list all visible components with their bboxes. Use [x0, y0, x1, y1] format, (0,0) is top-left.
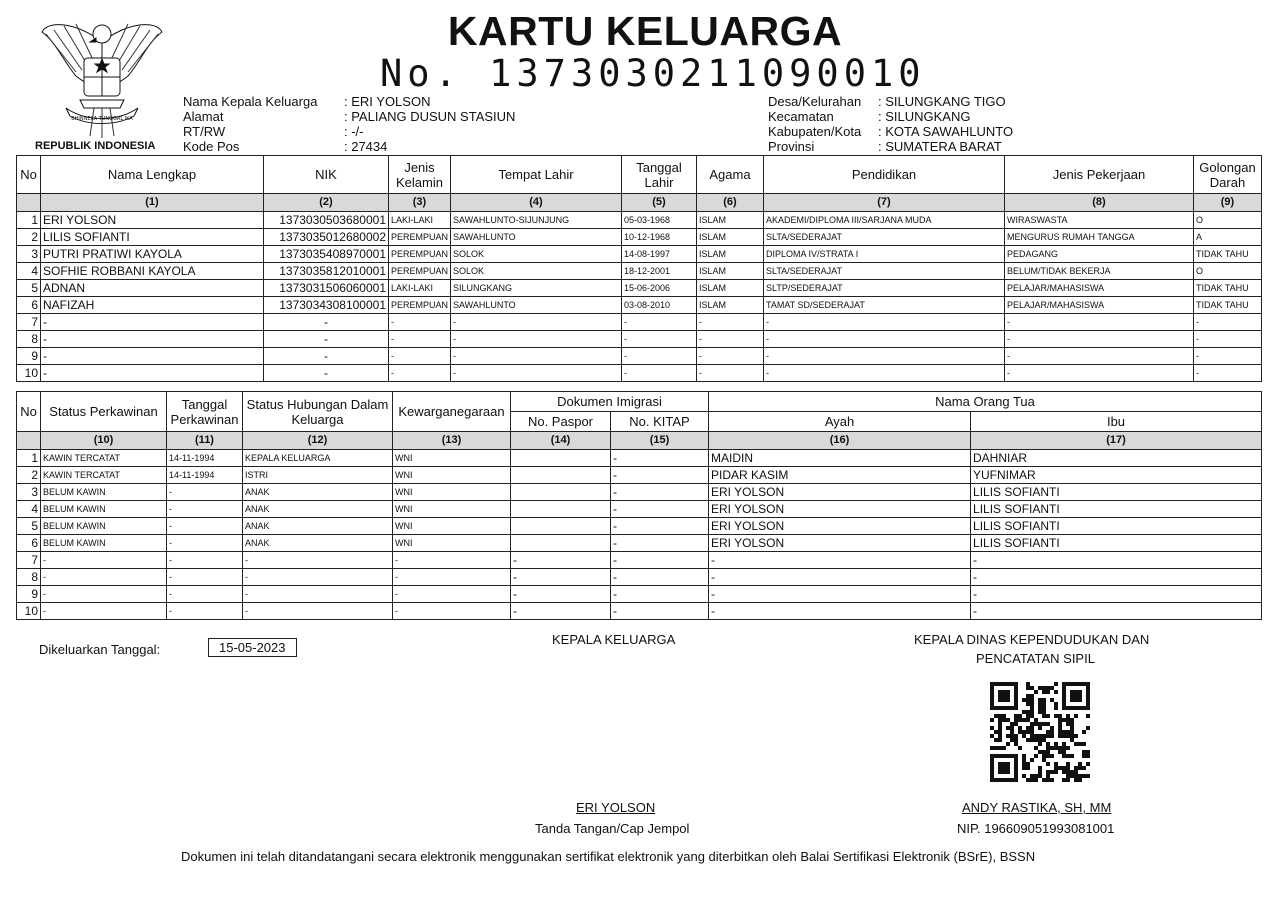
cell-pekerjaan: -: [1005, 365, 1194, 382]
cell-nik: -: [264, 365, 389, 382]
col-number: (5): [622, 194, 697, 212]
cell-nama: -: [41, 348, 264, 365]
cell-pekerjaan: PELAJAR/MAHASISWA: [1005, 280, 1194, 297]
cell-nama: LILIS SOFIANTI: [41, 229, 264, 246]
cell-tanggal-lahir: 05-03-1968: [622, 212, 697, 229]
col-header-no: No: [17, 392, 41, 432]
cell-tempat-lahir: -: [451, 314, 622, 331]
emblem-motto: BHINNEKA TUNGGAL IKA: [71, 116, 133, 122]
cell-row-no: 3: [17, 484, 41, 501]
cell-pekerjaan: MENGURUS RUMAH TANGGA: [1005, 229, 1194, 246]
cell-kitap: -: [611, 518, 709, 535]
cell-tanggal-kawin: -: [167, 501, 243, 518]
cell-pendidikan: -: [764, 365, 1005, 382]
value-kodepos: : 27434: [344, 139, 388, 154]
label-kodepos: Kode Pos: [183, 139, 240, 154]
cell-nama: NAFIZAH: [41, 297, 264, 314]
label-rtrw: RT/RW: [183, 124, 226, 139]
cell-nik: 1373035408970001: [264, 246, 389, 263]
col-number: (13): [393, 432, 511, 450]
cell-status-kawin: KAWIN TERCATAT: [41, 467, 167, 484]
cell-tanggal-kawin: 14-11-1994: [167, 467, 243, 484]
cell-agama: -: [697, 365, 764, 382]
cell-pekerjaan: -: [1005, 348, 1194, 365]
cell-nama: -: [41, 331, 264, 348]
cell-nama: SOFHIE ROBBANI KAYOLA: [41, 263, 264, 280]
cell-ibu: -: [971, 603, 1262, 620]
cell-tanggal-lahir: -: [622, 314, 697, 331]
cell-hubungan: -: [243, 586, 393, 603]
cell-tanggal-kawin: -: [167, 603, 243, 620]
family-status-table: [16, 391, 1262, 620]
header-right-labels: [768, 94, 861, 154]
col-header-jenis-kelamin: Jenis Kelamin: [389, 156, 451, 194]
label-kepala: Nama Kepala Keluarga: [183, 94, 318, 109]
cell-hubungan: ANAK: [243, 501, 393, 518]
label-kecamatan: Kecamatan: [768, 109, 834, 124]
cell-status-kawin: BELUM KAWIN: [41, 501, 167, 518]
cell-nik: -: [264, 331, 389, 348]
cell-pendidikan: -: [764, 331, 1005, 348]
cell-kitap: -: [611, 535, 709, 552]
cell-pendidikan: TAMAT SD/SEDERAJAT: [764, 297, 1005, 314]
cell-jenis-kelamin: PEREMPUAN: [389, 246, 451, 263]
col-number: (16): [709, 432, 971, 450]
office-title-line2: PENCATATAN SIPIL: [976, 651, 1095, 666]
cell-row-no: 2: [17, 229, 41, 246]
cell-golongan-darah: A: [1194, 229, 1262, 246]
col-number: (8): [1005, 194, 1194, 212]
cell-row-no: 9: [17, 586, 41, 603]
cell-row-no: 10: [17, 603, 41, 620]
col-header-ibu: Ibu: [971, 412, 1262, 432]
col-header-kitap: No. KITAP: [611, 412, 709, 432]
cell-ayah: -: [709, 569, 971, 586]
cell-row-no: 3: [17, 246, 41, 263]
col-header-kewarganegaraan: Kewarganegaraan: [393, 392, 511, 432]
cell-hubungan: ANAK: [243, 535, 393, 552]
cell-agama: -: [697, 331, 764, 348]
label-kabupaten: Kabupaten/Kota: [768, 124, 862, 139]
cell-ayah: -: [709, 552, 971, 569]
col-number: (15): [611, 432, 709, 450]
cell-jenis-kelamin: -: [389, 314, 451, 331]
cell-ayah: ERI YOLSON: [709, 518, 971, 535]
document-title: KARTU KELUARGA: [447, 8, 843, 54]
cell-tempat-lahir: SAWAHLUNTO: [451, 297, 622, 314]
cell-pekerjaan: -: [1005, 331, 1194, 348]
cell-nik: 1373031506060001: [264, 280, 389, 297]
cell-row-no: 1: [17, 450, 41, 467]
cell-hubungan: ANAK: [243, 518, 393, 535]
cell-ibu: -: [971, 586, 1262, 603]
col-header-hubungan: Status Hubungan Dalam Keluarga: [243, 392, 393, 432]
cell-tanggal-lahir: -: [622, 365, 697, 382]
cell-nik: 1373034308100001: [264, 297, 389, 314]
col-header-no: No: [17, 156, 41, 194]
cell-nama: PUTRI PRATIWI KAYOLA: [41, 246, 264, 263]
cell-row-no: 8: [17, 331, 41, 348]
cell-ibu: DAHNIAR: [971, 450, 1262, 467]
value-provinsi: : SUMATERA BARAT: [878, 139, 1002, 154]
cell-tanggal-lahir: -: [622, 348, 697, 365]
cell-jenis-kelamin: -: [389, 331, 451, 348]
cell-jenis-kelamin: -: [389, 365, 451, 382]
cell-tanggal-kawin: 14-11-1994: [167, 450, 243, 467]
cell-status-kawin: KAWIN TERCATAT: [41, 450, 167, 467]
cell-status-kawin: -: [41, 586, 167, 603]
cell-golongan-darah: O: [1194, 263, 1262, 280]
cell-paspor: [511, 450, 611, 467]
cell-row-no: 2: [17, 467, 41, 484]
cell-agama: ISLAM: [697, 246, 764, 263]
cell-ayah: MAIDIN: [709, 450, 971, 467]
cell-pendidikan: SLTP/SEDERAJAT: [764, 280, 1005, 297]
cell-kewarganegaraan: WNI: [393, 467, 511, 484]
table-row: [17, 603, 1262, 620]
col-header-pendidikan: Pendidikan: [764, 156, 1005, 194]
cell-ibu: LILIS SOFIANTI: [971, 518, 1262, 535]
cell-ibu: YUFNIMAR: [971, 467, 1262, 484]
cell-kitap: -: [611, 603, 709, 620]
value-kepala: : ERI YOLSON: [344, 94, 431, 109]
cell-jenis-kelamin: PEREMPUAN: [389, 229, 451, 246]
value-rtrw: : -/-: [344, 124, 364, 139]
document-number: No. 1373030211090010: [380, 52, 926, 95]
label-desa: Desa/Kelurahan: [768, 94, 862, 109]
electronic-signature-disclaimer: Dokumen ini telah ditandatangani secara elektronik menggunakan sertifikat elektronik yang diterbitkan oleh Balai Sertifikasi Elektronik (BSrE), BSSN: [181, 849, 1036, 864]
cell-paspor: -: [511, 603, 611, 620]
cell-kitap: -: [611, 586, 709, 603]
cell-kewarganegaraan: -: [393, 586, 511, 603]
table-row: [17, 569, 1262, 586]
cell-paspor: [511, 467, 611, 484]
cell-row-no: 7: [17, 552, 41, 569]
cell-nama: ADNAN: [41, 280, 264, 297]
cell-paspor: -: [511, 552, 611, 569]
table-row: [17, 365, 1262, 382]
cell-ibu: LILIS SOFIANTI: [971, 484, 1262, 501]
label-alamat: Alamat: [183, 109, 224, 124]
cell-nik: 1373035812010001: [264, 263, 389, 280]
cell-pendidikan: AKADEMI/DIPLOMA III/SARJANA MUDA: [764, 212, 1005, 229]
cell-paspor: [511, 484, 611, 501]
table-row: [17, 263, 1262, 280]
cell-jenis-kelamin: PEREMPUAN: [389, 297, 451, 314]
col-header-pekerjaan: Jenis Pekerjaan: [1005, 156, 1194, 194]
cell-jenis-kelamin: LAKI-LAKI: [389, 280, 451, 297]
cell-kitap: -: [611, 501, 709, 518]
table-row: [17, 348, 1262, 365]
cell-agama: -: [697, 348, 764, 365]
cell-status-kawin: -: [41, 552, 167, 569]
cell-golongan-darah: TIDAK TAHU: [1194, 246, 1262, 263]
cell-pekerjaan: BELUM/TIDAK BEKERJA: [1005, 263, 1194, 280]
col-number: (7): [764, 194, 1005, 212]
cell-pekerjaan: -: [1005, 314, 1194, 331]
cell-tanggal-kawin: -: [167, 552, 243, 569]
cell-agama: -: [697, 314, 764, 331]
table-row: [17, 229, 1262, 246]
cell-ayah: -: [709, 603, 971, 620]
cell-row-no: 7: [17, 314, 41, 331]
cell-tanggal-kawin: -: [167, 518, 243, 535]
cell-kitap: -: [611, 467, 709, 484]
cell-status-kawin: -: [41, 569, 167, 586]
cell-jenis-kelamin: -: [389, 348, 451, 365]
cell-hubungan: -: [243, 569, 393, 586]
official-nip: NIP. 196609051993081001: [957, 821, 1115, 836]
cell-hubungan: -: [243, 603, 393, 620]
cell-ayah: -: [709, 586, 971, 603]
cell-tempat-lahir: SOLOK: [451, 246, 622, 263]
table-row: [17, 535, 1262, 552]
cell-kewarganegaraan: WNI: [393, 484, 511, 501]
cell-golongan-darah: -: [1194, 348, 1262, 365]
cell-status-kawin: BELUM KAWIN: [41, 518, 167, 535]
office-title-line1: KEPALA DINAS KEPENDUDUKAN DAN: [914, 632, 1150, 647]
cell-kewarganegaraan: -: [393, 552, 511, 569]
cell-tanggal-lahir: 15-06-2006: [622, 280, 697, 297]
cell-tanggal-lahir: 10-12-1968: [622, 229, 697, 246]
col-header-golongan-darah: Golongan Darah: [1194, 156, 1262, 194]
cell-row-no: 10: [17, 365, 41, 382]
col-header-dokumen-imigrasi: Dokumen Imigrasi: [511, 392, 709, 412]
table-row: [17, 467, 1262, 484]
cell-pendidikan: SLTA/SEDERAJAT: [764, 229, 1005, 246]
cell-status-kawin: BELUM KAWIN: [41, 535, 167, 552]
table-row: [17, 212, 1262, 229]
republic-label: REPUBLIK INDONESIA: [35, 140, 156, 152]
cell-golongan-darah: TIDAK TAHU: [1194, 297, 1262, 314]
cell-tanggal-kawin: -: [167, 535, 243, 552]
issued-date: 15-05-2023: [208, 638, 297, 657]
table-row: [17, 501, 1262, 518]
head-of-family-name: ERI YOLSON: [576, 800, 656, 815]
col-header-tanggal-kawin: Tanggal Perkawinan: [167, 392, 243, 432]
cell-paspor: [511, 518, 611, 535]
label-provinsi: Provinsi: [768, 139, 815, 154]
cell-nik: 1373030503680001: [264, 212, 389, 229]
col-header-nik: NIK: [264, 156, 389, 194]
cell-paspor: -: [511, 569, 611, 586]
cell-kewarganegaraan: WNI: [393, 501, 511, 518]
cell-tempat-lahir: SAWAHLUNTO: [451, 229, 622, 246]
value-desa: : SILUNGKANG TIGO: [878, 94, 1006, 109]
cell-tempat-lahir: -: [451, 365, 622, 382]
header-left-values: [344, 94, 515, 154]
cell-nama: -: [41, 365, 264, 382]
cell-kitap: -: [611, 552, 709, 569]
qr-code-icon: [990, 682, 1090, 782]
cell-tempat-lahir: -: [451, 331, 622, 348]
col-header-tanggal-lahir: Tanggal Lahir: [622, 156, 697, 194]
col-number: (1): [41, 194, 264, 212]
cell-tanggal-kawin: -: [167, 569, 243, 586]
table-row: [17, 314, 1262, 331]
cell-golongan-darah: -: [1194, 314, 1262, 331]
cell-paspor: [511, 535, 611, 552]
table-row: [17, 331, 1262, 348]
col-header-agama: Agama: [697, 156, 764, 194]
cell-agama: ISLAM: [697, 263, 764, 280]
col-number: (10): [41, 432, 167, 450]
cell-hubungan: KEPALA KELUARGA: [243, 450, 393, 467]
cell-pekerjaan: WIRASWASTA: [1005, 212, 1194, 229]
cell-agama: ISLAM: [697, 212, 764, 229]
cell-row-no: 1: [17, 212, 41, 229]
cell-golongan-darah: -: [1194, 331, 1262, 348]
col-number: (3): [389, 194, 451, 212]
col-number: (12): [243, 432, 393, 450]
value-kecamatan: : SILUNGKANG: [878, 109, 971, 124]
cell-ibu: LILIS SOFIANTI: [971, 535, 1262, 552]
cell-row-no: 8: [17, 569, 41, 586]
cell-tanggal-kawin: -: [167, 484, 243, 501]
cell-kewarganegaraan: -: [393, 569, 511, 586]
cell-pekerjaan: PELAJAR/MAHASISWA: [1005, 297, 1194, 314]
table-row: [17, 484, 1262, 501]
cell-pendidikan: SLTA/SEDERAJAT: [764, 263, 1005, 280]
cell-nik: -: [264, 348, 389, 365]
cell-row-no: 5: [17, 518, 41, 535]
cell-jenis-kelamin: PEREMPUAN: [389, 263, 451, 280]
cell-agama: ISLAM: [697, 297, 764, 314]
col-number: (2): [264, 194, 389, 212]
cell-status-kawin: BELUM KAWIN: [41, 484, 167, 501]
cell-golongan-darah: -: [1194, 365, 1262, 382]
cell-tempat-lahir: SILUNGKANG: [451, 280, 622, 297]
cell-hubungan: ISTRI: [243, 467, 393, 484]
cell-agama: ISLAM: [697, 229, 764, 246]
value-alamat: : PALIANG DUSUN STASIUN: [344, 109, 516, 124]
cell-jenis-kelamin: LAKI-LAKI: [389, 212, 451, 229]
cell-tanggal-kawin: -: [167, 586, 243, 603]
cell-status-kawin: -: [41, 603, 167, 620]
cell-ibu: -: [971, 552, 1262, 569]
col-header-tempat-lahir: Tempat Lahir: [451, 156, 622, 194]
cell-golongan-darah: O: [1194, 212, 1262, 229]
table-row: [17, 280, 1262, 297]
cell-pendidikan: DIPLOMA IV/STRATA I: [764, 246, 1005, 263]
signature-label: Tanda Tangan/Cap Jempol: [535, 821, 690, 836]
value-kabupaten: : KOTA SAWAHLUNTO: [878, 124, 1014, 139]
header-right-values: [878, 94, 1013, 154]
table-row: [17, 586, 1262, 603]
col-number: (6): [697, 194, 764, 212]
cell-ayah: PIDAR KASIM: [709, 467, 971, 484]
cell-kitap: -: [611, 569, 709, 586]
cell-pendidikan: -: [764, 314, 1005, 331]
cell-nama: -: [41, 314, 264, 331]
cell-ayah: ERI YOLSON: [709, 484, 971, 501]
col-header-paspor: No. Paspor: [511, 412, 611, 432]
cell-golongan-darah: TIDAK TAHU: [1194, 280, 1262, 297]
cell-ibu: -: [971, 569, 1262, 586]
cell-tempat-lahir: SOLOK: [451, 263, 622, 280]
cell-hubungan: -: [243, 552, 393, 569]
table-row: [17, 450, 1262, 467]
cell-paspor: -: [511, 586, 611, 603]
cell-kitap: -: [611, 450, 709, 467]
col-number: (11): [167, 432, 243, 450]
cell-row-no: 4: [17, 263, 41, 280]
cell-tanggal-lahir: -: [622, 331, 697, 348]
cell-kewarganegaraan: WNI: [393, 450, 511, 467]
cell-row-no: 4: [17, 501, 41, 518]
family-members-table: [16, 155, 1262, 382]
cell-kitap: -: [611, 484, 709, 501]
cell-pekerjaan: PEDAGANG: [1005, 246, 1194, 263]
col-number: (4): [451, 194, 622, 212]
col-number: (14): [511, 432, 611, 450]
cell-ayah: ERI YOLSON: [709, 501, 971, 518]
cell-tempat-lahir: SAWAHLUNTO-SIJUNJUNG: [451, 212, 622, 229]
cell-tempat-lahir: -: [451, 348, 622, 365]
issued-label: Dikeluarkan Tanggal:: [39, 642, 161, 657]
cell-ibu: LILIS SOFIANTI: [971, 501, 1262, 518]
cell-pendidikan: -: [764, 348, 1005, 365]
cell-row-no: 6: [17, 297, 41, 314]
table-row: [17, 552, 1262, 569]
cell-row-no: 5: [17, 280, 41, 297]
col-header-status-kawin: Status Perkawinan: [41, 392, 167, 432]
col-header-nama: Nama Lengkap: [41, 156, 264, 194]
col-header-orang-tua: Nama Orang Tua: [709, 392, 1262, 412]
table-row: [17, 518, 1262, 535]
cell-kewarganegaraan: -: [393, 603, 511, 620]
col-number: (17): [971, 432, 1262, 450]
cell-kewarganegaraan: WNI: [393, 518, 511, 535]
cell-tanggal-lahir: 14-08-1997: [622, 246, 697, 263]
col-number: (9): [1194, 194, 1262, 212]
official-name: ANDY RASTIKA, SH, MM: [962, 800, 1112, 815]
head-of-family-title: KEPALA KELUARGA: [552, 632, 676, 647]
cell-nik: 1373035012680002: [264, 229, 389, 246]
col-header-ayah: Ayah: [709, 412, 971, 432]
cell-paspor: [511, 501, 611, 518]
cell-kewarganegaraan: WNI: [393, 535, 511, 552]
header-left-labels: [183, 94, 317, 154]
cell-row-no: 6: [17, 535, 41, 552]
cell-nik: -: [264, 314, 389, 331]
cell-nama: ERI YOLSON: [41, 212, 264, 229]
table-row: [17, 246, 1262, 263]
cell-tanggal-lahir: 03-08-2010: [622, 297, 697, 314]
cell-ayah: ERI YOLSON: [709, 535, 971, 552]
cell-hubungan: ANAK: [243, 484, 393, 501]
cell-agama: ISLAM: [697, 280, 764, 297]
table-row: [17, 297, 1262, 314]
cell-row-no: 9: [17, 348, 41, 365]
cell-tanggal-lahir: 18-12-2001: [622, 263, 697, 280]
